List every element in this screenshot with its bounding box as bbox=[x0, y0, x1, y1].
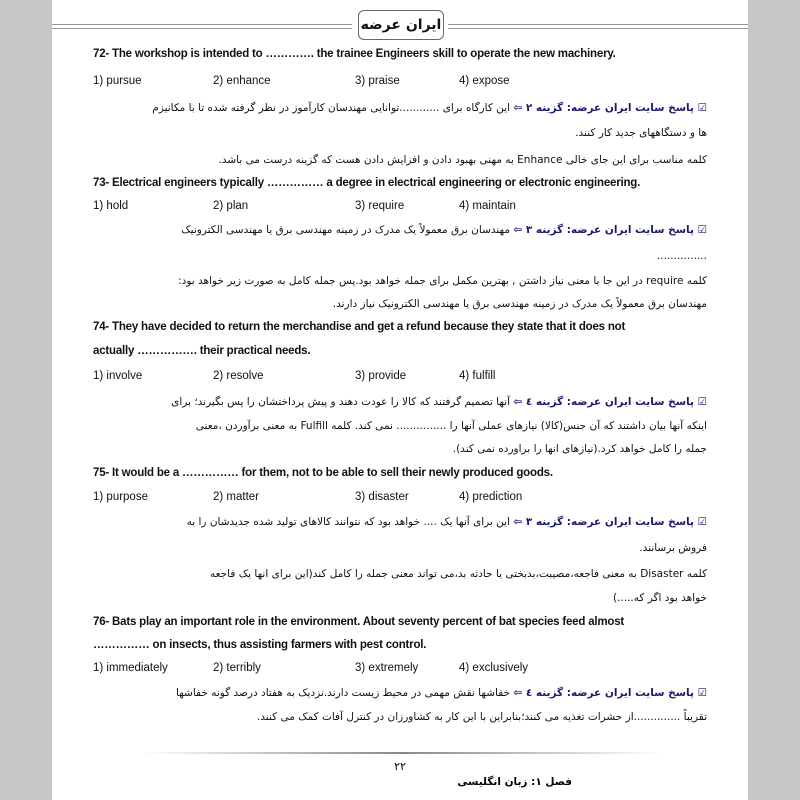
answer-text: این برای آنها یک .... خواهد بود که نتوانند کالاهای تولید شده جدیدشان را به bbox=[186, 516, 511, 528]
answer-line bbox=[93, 514, 707, 530]
answer-line bbox=[93, 566, 707, 582]
chapter-title: فصل ۱: زبان انگلیسی bbox=[457, 776, 572, 788]
answer-label: ☑ پاسخ سایت ایران عرضه: گزینه ٤ ⇦ bbox=[513, 687, 707, 699]
option-4: 4) prediction bbox=[459, 491, 523, 503]
answer-text: خفاشها نقش مهمی در محیط زیست دارند.نزدیک به هفتاد درصد گونه خفاشها bbox=[176, 687, 511, 699]
answer-line bbox=[93, 125, 707, 141]
option-1: 1) pursue bbox=[93, 75, 142, 87]
answer-label: ☑ پاسخ سایت ایران عرضه: گزینه ۲ ⇦ bbox=[513, 102, 707, 114]
answer-text: جمله را کامل خواهد کرد.(نیازهای انها را براورده نمی کند). bbox=[452, 443, 707, 455]
answer-line bbox=[93, 273, 707, 289]
answer-line bbox=[93, 100, 707, 116]
option-2: 2) terribly bbox=[213, 662, 261, 674]
option-2: 2) plan bbox=[213, 200, 249, 212]
option-1: 1) involve bbox=[93, 370, 143, 382]
answer-text: ............... bbox=[656, 250, 707, 262]
option-1: 1) hold bbox=[93, 200, 129, 212]
header-rule-left bbox=[52, 24, 352, 29]
answer-line bbox=[93, 394, 707, 410]
option-1: 1) immediately bbox=[93, 662, 168, 674]
answer-text: کلمه require در این جا با معنی نیاز داشتن , بهترین مکمل برای جمله خواهد بود.پس جمله کامل به صورت زیر خواهد بود: bbox=[178, 275, 707, 287]
question-text: 72- The workshop is intended to …………. the trainee Engineers skill to operate the new machinery. bbox=[93, 48, 616, 60]
question-text: 73- Electrical engineers typically …………… a degree in electrical engineering or electronic engineering. bbox=[93, 177, 641, 189]
option-1: 1) purpose bbox=[93, 491, 148, 503]
option-3: 3) extremely bbox=[355, 662, 419, 674]
option-3: 3) require bbox=[355, 200, 405, 212]
answer-label: ☑ پاسخ سایت ایران عرضه: گزینه ۳ ⇦ bbox=[513, 516, 707, 528]
answer-line bbox=[93, 248, 707, 264]
answer-text: مهندسان برق معمولاً یک مدرک در زمینه مهندسی برق یا مهندسی الکترونیک نیاز دارند. bbox=[332, 298, 707, 310]
footer-rule bbox=[142, 752, 662, 754]
question-text: 76- Bats play an important role in the environment. About seventy percent of bat species feed almost bbox=[93, 616, 625, 628]
answer-text: آنها تصمیم گرفتند که کالا را عودت دهند و پیش پرداختشان را پس بگیرند؛ برای bbox=[171, 396, 511, 408]
document-page bbox=[52, 0, 748, 800]
answer-text: فروش برسانند. bbox=[639, 542, 707, 554]
answer-line bbox=[93, 152, 707, 168]
option-4: 4) expose bbox=[459, 75, 510, 87]
answer-line bbox=[93, 418, 707, 434]
answer-line bbox=[93, 296, 707, 312]
page-number: ۲۲ bbox=[394, 760, 406, 773]
option-3: 3) disaster bbox=[355, 491, 409, 503]
option-3: 3) provide bbox=[355, 370, 407, 382]
answer-label: ☑ پاسخ سایت ایران عرضه: گزینه ۳ ⇦ bbox=[513, 224, 707, 236]
question-text: 74- They have decided to return the merchandise and get a refund because they state that it does not bbox=[93, 321, 626, 333]
answer-text: این کارگاه برای ............توانایی مهندسان کارآموز در نظر گرفته شده تا با مکانیزم bbox=[152, 102, 511, 114]
question-text: 75- It would be a …………… for them, not to be able to sell their newly produced goods. bbox=[93, 467, 553, 479]
answer-text: مهندسان برق معمولاً یک مدرک در زمینه مهندسی برق یا مهندسی الکترونیک bbox=[181, 224, 511, 236]
answer-line bbox=[93, 590, 707, 606]
answer-text: اینکه آنها بیان داشتند که آن جنس(کالا) نیازهای عملی آنها را ............... نمی کند. کلمه Fulfill به معنی برآوردن ،معنی bbox=[195, 420, 707, 432]
answer-line bbox=[93, 709, 707, 725]
answer-line bbox=[93, 540, 707, 556]
answer-text: ها و دستگاههای جدید کار کنند. bbox=[575, 127, 707, 139]
header-rule-right bbox=[448, 24, 748, 29]
logo: ایران عرضه bbox=[358, 10, 444, 40]
answer-text: کلمه Disaster به معنی فاجعه،مصیبت،بدبختی یا حادثه بد،می تواند معنی جمله را کامل کند(این برای انها یک فاجعه bbox=[209, 568, 707, 580]
question-text-continued: …………… on insects, thus assisting farmers with pest control. bbox=[93, 639, 427, 651]
option-2: 2) matter bbox=[213, 491, 260, 503]
answer-text: تقریباً ..............از حشرات تغذیه می کنند؛بنابراین با این کار به کشاورزان در کنترل آفات کمک می کنند. bbox=[256, 711, 707, 723]
option-2: 2) resolve bbox=[213, 370, 264, 382]
answer-line bbox=[93, 441, 707, 457]
answer-line bbox=[93, 685, 707, 701]
answer-text: کلمه مناسب برای این جای خالی Enhance به مهنی بهبود دادن و افزایش دادن هست که گزینه درست می باشد. bbox=[218, 154, 707, 166]
answer-label: ☑ پاسخ سایت ایران عرضه: گزینه ٤ ⇦ bbox=[513, 396, 707, 408]
option-4: 4) fulfill bbox=[459, 370, 496, 382]
option-4: 4) maintain bbox=[459, 200, 516, 212]
answer-line bbox=[93, 222, 707, 238]
answer-text: خواهد بود اگر که.....) bbox=[612, 592, 707, 604]
question-text-continued: actually ……………. their practical needs. bbox=[93, 345, 311, 357]
option-2: 2) enhance bbox=[213, 75, 271, 87]
option-4: 4) exclusively bbox=[459, 662, 529, 674]
option-3: 3) praise bbox=[355, 75, 400, 87]
